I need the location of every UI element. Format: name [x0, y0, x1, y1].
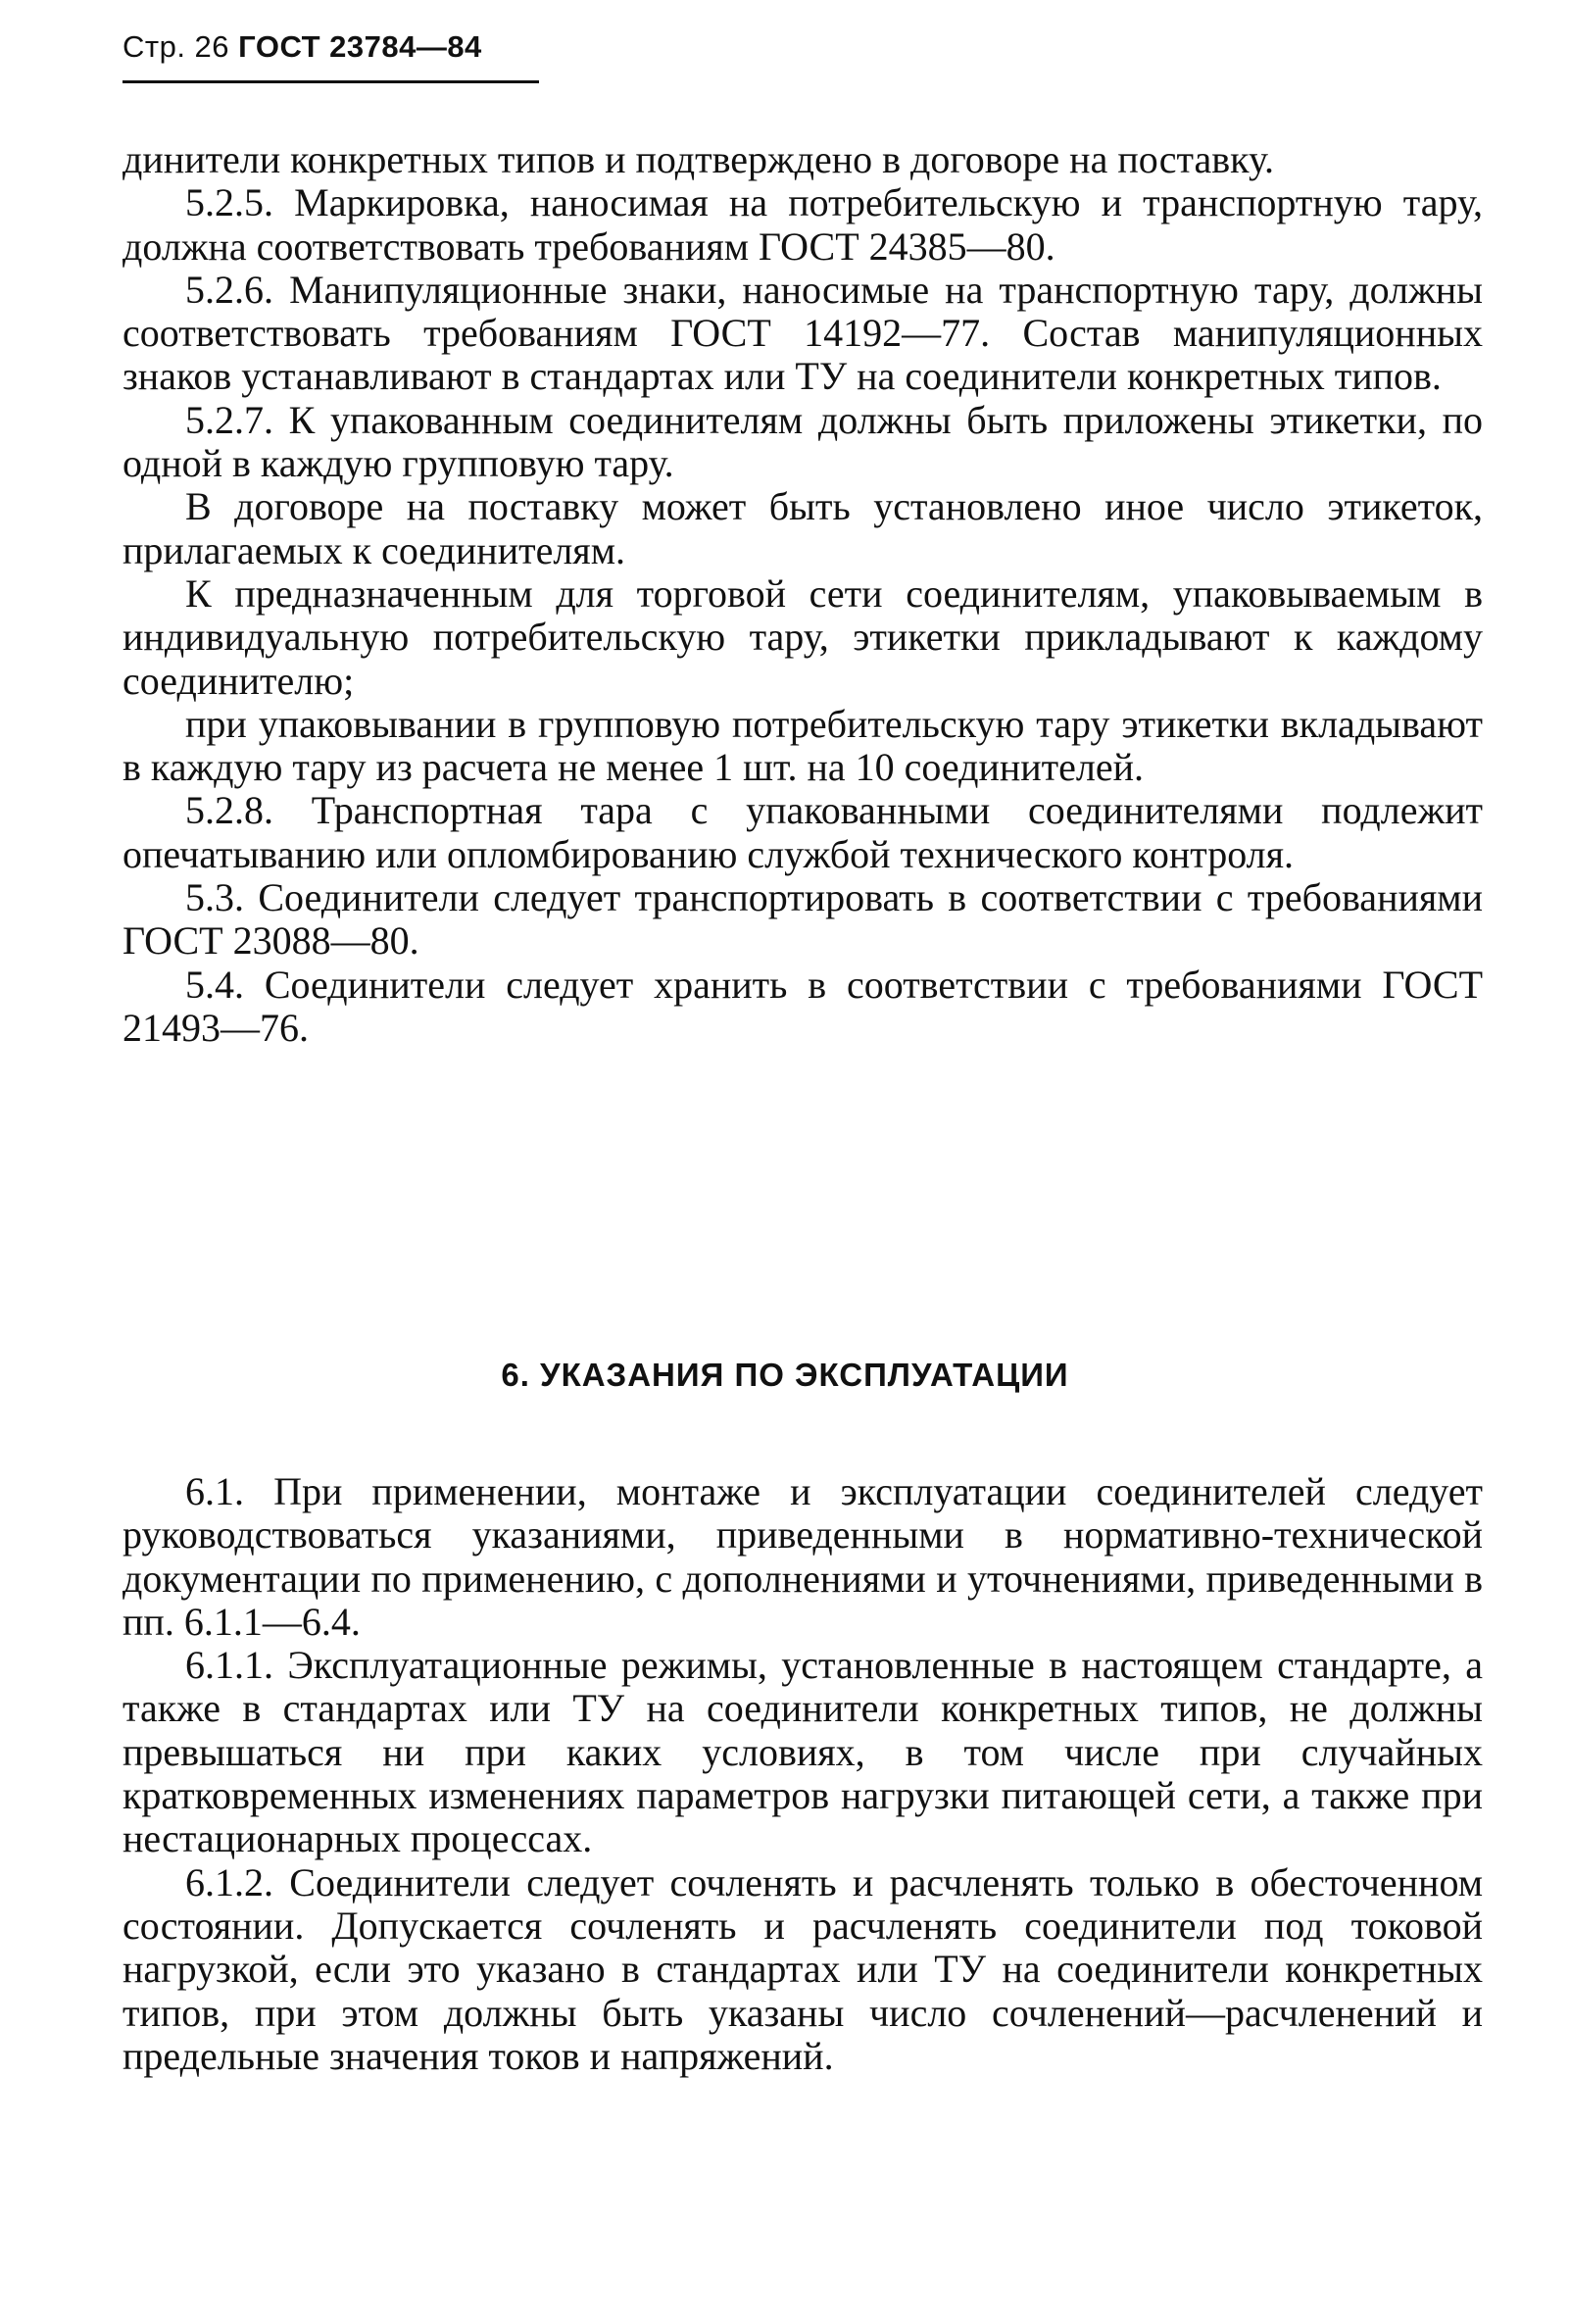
paragraph-6-1-1: 6.1.1. Эксплуатационные режимы, установленные в настоящем стандарте, а также в стандартах или ТУ на соединители конкретных типов, не должны превышаться ни при каких условиях, в том числе при случайных кратковременных изменениях параметров нагрузки питающей сети, а также при нестационарных процессах. — [123, 1643, 1483, 1861]
paragraph-6-1: 6.1. При применении, монтаже и эксплуатации соединителей следует руководствоваться указаниями, приведенными в нормативно-технической документации по применению, с дополнениями и уточнениями, приведенными в пп. 6.1.1—6.4. — [123, 1469, 1483, 1644]
section-heading: 6. УКАЗАНИЯ ПО ЭКСПЛУАТАЦИИ — [501, 1357, 1069, 1393]
standard-designation: ГОСТ 23784—84 — [238, 29, 482, 64]
paragraph-group-packaging: при упаковывании в групповую потребительскую тару этикетки вкладывают в каждую тару из расчета не менее 1 шт. на 10 соединителей. — [123, 701, 1483, 790]
paragraph-5-2-8: 5.2.8. Транспортная тара с упакованными соединителями подлежит опечатыванию или опломбированию службой технического контроля. — [123, 788, 1483, 876]
paragraph-retail-labels: К предназначенным для торговой сети соединителям, упаковываемым в индивидуальную потребительскую тару, этикетки прикладывают к каждому соединителю; — [123, 570, 1483, 703]
paragraph-5-4: 5.4. Соединители следует хранить в соответствии с требованиями ГОСТ 21493—76. — [123, 962, 1483, 1050]
paragraph-contract-labels: В договоре на поставку может быть установлено иное число этикеток, прилагаемых к соединителям. — [123, 484, 1483, 572]
header-rule — [123, 80, 539, 83]
paragraph-5-2-6: 5.2.6. Манипуляционные знаки, наносимые на транспортную тару, должны соответствовать требованиям ГОСТ 14192—77. Состав манипуляционных знаков устанавливают в стандартах или ТУ на соединители конкретных типов. — [123, 267, 1483, 399]
page-number-label: Стр. 26 — [123, 29, 230, 64]
paragraph-5-2-7: 5.2.7. К упакованным соединителям должны быть приложены этикетки, по одной в каждую групповую тару. — [123, 397, 1483, 486]
paragraph-continuation: динители конкретных типов и подтверждено в договоре на поставку. — [123, 137, 1274, 181]
paragraph-6-1-2: 6.1.2. Соединители следует сочленять и расчленять только в обесточенном состоянии. Допускается сочленять и расчленять соединители под токовой нагрузкой, если это указано в стандартах или ТУ на соединители конкретных типов, при этом должны быть указаны число сочленений—расчленений и предельные значения токов и напряжений. — [123, 1859, 1483, 2078]
packaging-storage-text — [123, 138, 1483, 1050]
page-header — [123, 29, 482, 65]
paragraph-5-3: 5.3. Соединители следует транспортировать в соответствии с требованиями ГОСТ 23088—80. — [123, 875, 1483, 964]
paragraph-5-2-5: 5.2.5. Маркировка, наносимая на потребительскую и транспортную тару, должна соответствовать требованиям ГОСТ 24385—80. — [123, 180, 1483, 269]
operation-instructions-text — [123, 1470, 1483, 2078]
